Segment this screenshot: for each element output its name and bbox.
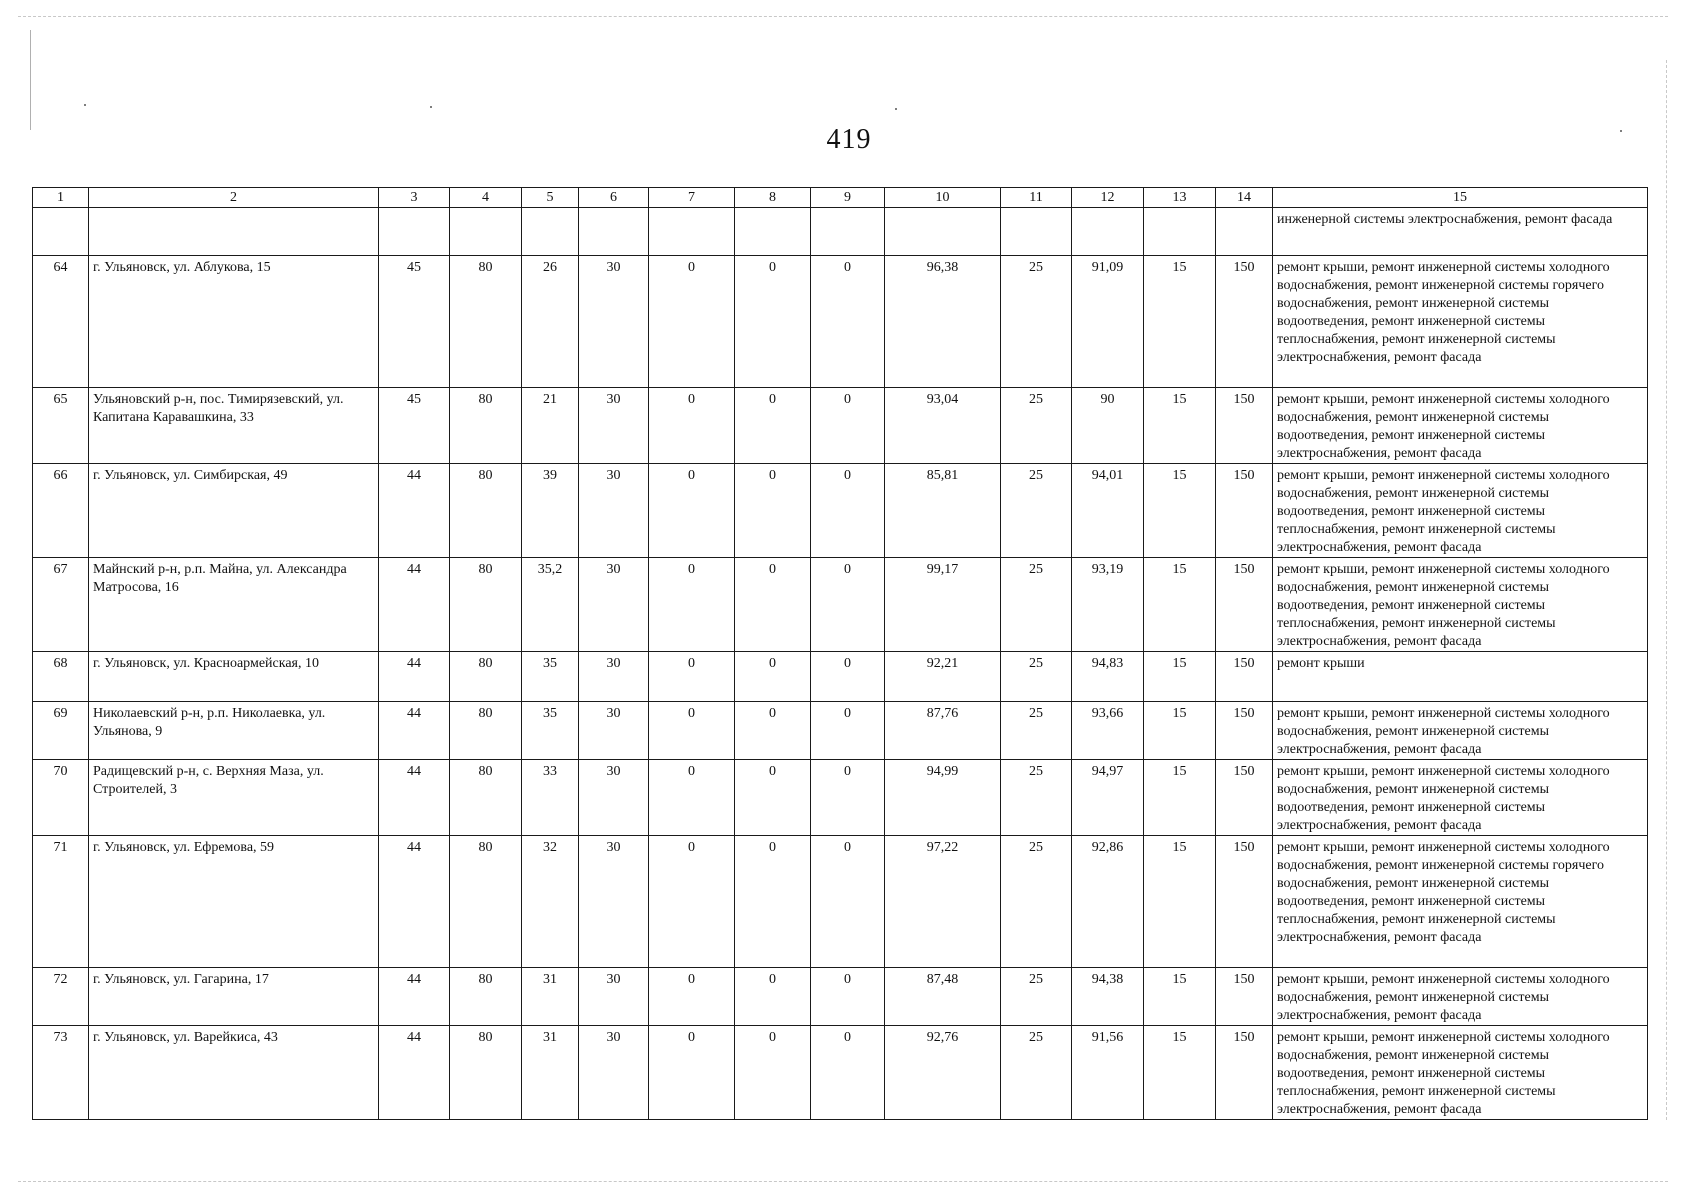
value-cell: 15	[1144, 388, 1216, 464]
value-cell: 80	[450, 1026, 522, 1120]
continuation-row	[33, 208, 1648, 256]
value-cell: 150	[1216, 256, 1273, 388]
page-number: 419	[826, 124, 872, 155]
column-header: 11	[1001, 188, 1072, 208]
value-cell: 32	[522, 836, 579, 968]
value-cell: 39	[522, 464, 579, 558]
value-cell: 0	[649, 836, 735, 968]
value-cell: 0	[735, 1026, 811, 1120]
value-cell: 0	[811, 1026, 885, 1120]
value-cell: 0	[811, 760, 885, 836]
value-cell: 80	[450, 558, 522, 652]
value-cell: 25	[1001, 464, 1072, 558]
value-cell: 31	[522, 968, 579, 1026]
value-cell: 96,38	[885, 256, 1001, 388]
value-cell: 80	[450, 836, 522, 968]
value-cell: 90	[1072, 388, 1144, 464]
value-cell: 87,76	[885, 702, 1001, 760]
value-cell: 0	[735, 702, 811, 760]
value-cell: 35	[522, 652, 579, 702]
value-cell: 80	[450, 760, 522, 836]
value-cell: 0	[811, 968, 885, 1026]
works-cell: ремонт крыши, ремонт инженерной системы холодного водоснабжения, ремонт инженерной системы водоотведения, ремонт инженерной системы теплоснабжения, ремонт инженерной системы электроснабжения, ремонт фасада	[1273, 464, 1648, 558]
value-cell: 0	[811, 836, 885, 968]
address-cell: Радищевский р-н, с. Верхняя Маза, ул. Строителей, 3	[89, 760, 379, 836]
value-cell: 150	[1216, 464, 1273, 558]
scan-speck	[84, 104, 86, 106]
value-cell: 25	[1001, 702, 1072, 760]
value-cell: 35,2	[522, 558, 579, 652]
value-cell: 26	[522, 256, 579, 388]
value-cell: 35	[522, 702, 579, 760]
value-cell: 30	[579, 558, 649, 652]
value-cell: 33	[522, 760, 579, 836]
value-cell: 0	[735, 836, 811, 968]
value-cell: 80	[450, 968, 522, 1026]
value-cell: 0	[735, 256, 811, 388]
works-cell: ремонт крыши, ремонт инженерной системы холодного водоснабжения, ремонт инженерной системы водоотведения, ремонт инженерной системы электроснабжения, ремонт фасада	[1273, 760, 1648, 836]
value-cell: 0	[811, 464, 885, 558]
value-cell: 25	[1001, 388, 1072, 464]
works-cell: инженерной системы электроснабжения, ремонт фасада	[1273, 208, 1648, 256]
value-cell: 44	[379, 652, 450, 702]
value-cell: 150	[1216, 1026, 1273, 1120]
column-header: 12	[1072, 188, 1144, 208]
table-cell	[89, 208, 379, 256]
value-cell: 44	[379, 558, 450, 652]
value-cell: 0	[649, 558, 735, 652]
column-header: 4	[450, 188, 522, 208]
column-header: 6	[579, 188, 649, 208]
value-cell: 31	[522, 1026, 579, 1120]
table-cell	[579, 208, 649, 256]
column-header: 7	[649, 188, 735, 208]
address-cell: г. Ульяновск, ул. Аблукова, 15	[89, 256, 379, 388]
value-cell: 92,21	[885, 652, 1001, 702]
works-cell: ремонт крыши, ремонт инженерной системы холодного водоснабжения, ремонт инженерной системы горячего водоснабжения, ремонт инженерной системы водоотведения, ремонт инженерной системы теплоснабжения, ремонт инженерной системы электроснабжения, ремонт фасада	[1273, 836, 1648, 968]
row-number-cell: 72	[33, 968, 89, 1026]
works-cell: ремонт крыши, ремонт инженерной системы холодного водоснабжения, ремонт инженерной системы горячего водоснабжения, ремонт инженерной системы водоотведения, ремонт инженерной системы теплоснабжения, ремонт инженерной системы электроснабжения, ремонт фасада	[1273, 256, 1648, 388]
value-cell: 30	[579, 968, 649, 1026]
table-cell	[1072, 208, 1144, 256]
table-row	[33, 968, 1648, 1026]
address-cell: г. Ульяновск, ул. Красноармейская, 10	[89, 652, 379, 702]
value-cell: 97,22	[885, 836, 1001, 968]
column-header: 3	[379, 188, 450, 208]
value-cell: 15	[1144, 702, 1216, 760]
value-cell: 0	[649, 1026, 735, 1120]
value-cell: 30	[579, 256, 649, 388]
value-cell: 150	[1216, 558, 1273, 652]
row-number-cell: 66	[33, 464, 89, 558]
value-cell: 0	[811, 558, 885, 652]
value-cell: 0	[735, 464, 811, 558]
table-row	[33, 1026, 1648, 1120]
value-cell: 0	[735, 388, 811, 464]
address-cell: г. Ульяновск, ул. Симбирская, 49	[89, 464, 379, 558]
value-cell: 0	[649, 256, 735, 388]
value-cell: 15	[1144, 464, 1216, 558]
value-cell: 94,83	[1072, 652, 1144, 702]
value-cell: 150	[1216, 760, 1273, 836]
row-number-cell: 64	[33, 256, 89, 388]
value-cell: 15	[1144, 836, 1216, 968]
row-number-cell: 70	[33, 760, 89, 836]
row-number-cell: 65	[33, 388, 89, 464]
value-cell: 94,38	[1072, 968, 1144, 1026]
address-cell: Ульяновский р-н, пос. Тимирязевский, ул. Капитана Каравашкина, 33	[89, 388, 379, 464]
value-cell: 93,04	[885, 388, 1001, 464]
row-number-cell: 73	[33, 1026, 89, 1120]
works-cell: ремонт крыши, ремонт инженерной системы холодного водоснабжения, ремонт инженерной системы водоотведения, ремонт инженерной системы теплоснабжения, ремонт инженерной системы электроснабжения, ремонт фасада	[1273, 1026, 1648, 1120]
column-header: 9	[811, 188, 885, 208]
row-number-cell: 69	[33, 702, 89, 760]
value-cell: 25	[1001, 652, 1072, 702]
row-number-cell: 67	[33, 558, 89, 652]
value-cell: 0	[811, 702, 885, 760]
address-cell: Николаевский р-н, р.п. Николаевка, ул. Ульянова, 9	[89, 702, 379, 760]
column-header: 10	[885, 188, 1001, 208]
value-cell: 80	[450, 388, 522, 464]
scan-edge-left	[30, 30, 31, 130]
column-header: 5	[522, 188, 579, 208]
value-cell: 0	[811, 388, 885, 464]
table-row	[33, 836, 1648, 968]
value-cell: 15	[1144, 968, 1216, 1026]
value-cell: 80	[450, 256, 522, 388]
value-cell: 30	[579, 702, 649, 760]
value-cell: 21	[522, 388, 579, 464]
value-cell: 45	[379, 388, 450, 464]
value-cell: 150	[1216, 968, 1273, 1026]
row-number-cell: 68	[33, 652, 89, 702]
value-cell: 91,09	[1072, 256, 1144, 388]
value-cell: 85,81	[885, 464, 1001, 558]
scan-edge-right	[1666, 60, 1667, 1120]
value-cell: 44	[379, 1026, 450, 1120]
value-cell: 0	[649, 652, 735, 702]
works-cell: ремонт крыши, ремонт инженерной системы холодного водоснабжения, ремонт инженерной системы электроснабжения, ремонт фасада	[1273, 968, 1648, 1026]
value-cell: 44	[379, 702, 450, 760]
value-cell: 0	[649, 968, 735, 1026]
row-number-cell: 71	[33, 836, 89, 968]
value-cell: 30	[579, 1026, 649, 1120]
registry-table-wrap	[32, 187, 1648, 1120]
value-cell: 0	[735, 760, 811, 836]
table-cell	[522, 208, 579, 256]
table-row	[33, 702, 1648, 760]
table-row	[33, 464, 1648, 558]
value-cell: 44	[379, 760, 450, 836]
scan-speck	[895, 108, 897, 110]
value-cell: 15	[1144, 760, 1216, 836]
table-row	[33, 558, 1648, 652]
address-cell: г. Ульяновск, ул. Варейкиса, 43	[89, 1026, 379, 1120]
value-cell: 25	[1001, 256, 1072, 388]
address-cell: г. Ульяновск, ул. Ефремова, 59	[89, 836, 379, 968]
value-cell: 0	[649, 760, 735, 836]
table-cell	[379, 208, 450, 256]
value-cell: 0	[649, 388, 735, 464]
column-header: 14	[1216, 188, 1273, 208]
value-cell: 80	[450, 464, 522, 558]
column-header: 2	[89, 188, 379, 208]
works-cell: ремонт крыши, ремонт инженерной системы холодного водоснабжения, ремонт инженерной системы электроснабжения, ремонт фасада	[1273, 702, 1648, 760]
value-cell: 92,76	[885, 1026, 1001, 1120]
value-cell: 30	[579, 836, 649, 968]
value-cell: 0	[735, 652, 811, 702]
value-cell: 44	[379, 464, 450, 558]
table-cell	[450, 208, 522, 256]
value-cell: 91,56	[1072, 1026, 1144, 1120]
value-cell: 94,99	[885, 760, 1001, 836]
address-cell: г. Ульяновск, ул. Гагарина, 17	[89, 968, 379, 1026]
table-row	[33, 652, 1648, 702]
value-cell: 150	[1216, 388, 1273, 464]
column-header: 13	[1144, 188, 1216, 208]
works-cell: ремонт крыши	[1273, 652, 1648, 702]
value-cell: 80	[450, 702, 522, 760]
value-cell: 93,19	[1072, 558, 1144, 652]
table-cell	[1144, 208, 1216, 256]
works-cell: ремонт крыши, ремонт инженерной системы холодного водоснабжения, ремонт инженерной системы водоотведения, ремонт инженерной системы электроснабжения, ремонт фасада	[1273, 388, 1648, 464]
header-row	[33, 188, 1648, 208]
table-cell	[1216, 208, 1273, 256]
value-cell: 0	[811, 256, 885, 388]
table-body	[33, 188, 1648, 1120]
value-cell: 44	[379, 968, 450, 1026]
value-cell: 94,97	[1072, 760, 1144, 836]
value-cell: 94,01	[1072, 464, 1144, 558]
value-cell: 15	[1144, 652, 1216, 702]
value-cell: 80	[450, 652, 522, 702]
value-cell: 0	[735, 968, 811, 1026]
value-cell: 30	[579, 652, 649, 702]
works-cell: ремонт крыши, ремонт инженерной системы холодного водоснабжения, ремонт инженерной системы водоотведения, ремонт инженерной системы теплоснабжения, ремонт инженерной системы электроснабжения, ремонт фасада	[1273, 558, 1648, 652]
column-header: 1	[33, 188, 89, 208]
value-cell: 92,86	[1072, 836, 1144, 968]
value-cell: 15	[1144, 256, 1216, 388]
value-cell: 45	[379, 256, 450, 388]
table-cell	[735, 208, 811, 256]
value-cell: 0	[735, 558, 811, 652]
value-cell: 30	[579, 760, 649, 836]
address-cell: Майнский р-н, р.п. Майна, ул. Александра Матросова, 16	[89, 558, 379, 652]
value-cell: 87,48	[885, 968, 1001, 1026]
value-cell: 0	[649, 702, 735, 760]
table-cell	[1001, 208, 1072, 256]
value-cell: 25	[1001, 1026, 1072, 1120]
value-cell: 44	[379, 836, 450, 968]
registry-table	[32, 187, 1648, 1120]
value-cell: 0	[649, 464, 735, 558]
table-cell	[649, 208, 735, 256]
value-cell: 15	[1144, 1026, 1216, 1120]
scan-speck	[430, 106, 432, 108]
value-cell: 150	[1216, 652, 1273, 702]
value-cell: 15	[1144, 558, 1216, 652]
table-row	[33, 388, 1648, 464]
value-cell: 25	[1001, 836, 1072, 968]
table-row	[33, 256, 1648, 388]
value-cell: 0	[811, 652, 885, 702]
table-cell	[811, 208, 885, 256]
value-cell: 99,17	[885, 558, 1001, 652]
value-cell: 30	[579, 464, 649, 558]
value-cell: 30	[579, 388, 649, 464]
table-cell	[885, 208, 1001, 256]
column-header: 8	[735, 188, 811, 208]
table-row	[33, 760, 1648, 836]
value-cell: 150	[1216, 836, 1273, 968]
value-cell: 25	[1001, 968, 1072, 1026]
value-cell: 93,66	[1072, 702, 1144, 760]
value-cell: 25	[1001, 558, 1072, 652]
table-cell	[33, 208, 89, 256]
column-header: 15	[1273, 188, 1648, 208]
value-cell: 150	[1216, 702, 1273, 760]
value-cell: 25	[1001, 760, 1072, 836]
